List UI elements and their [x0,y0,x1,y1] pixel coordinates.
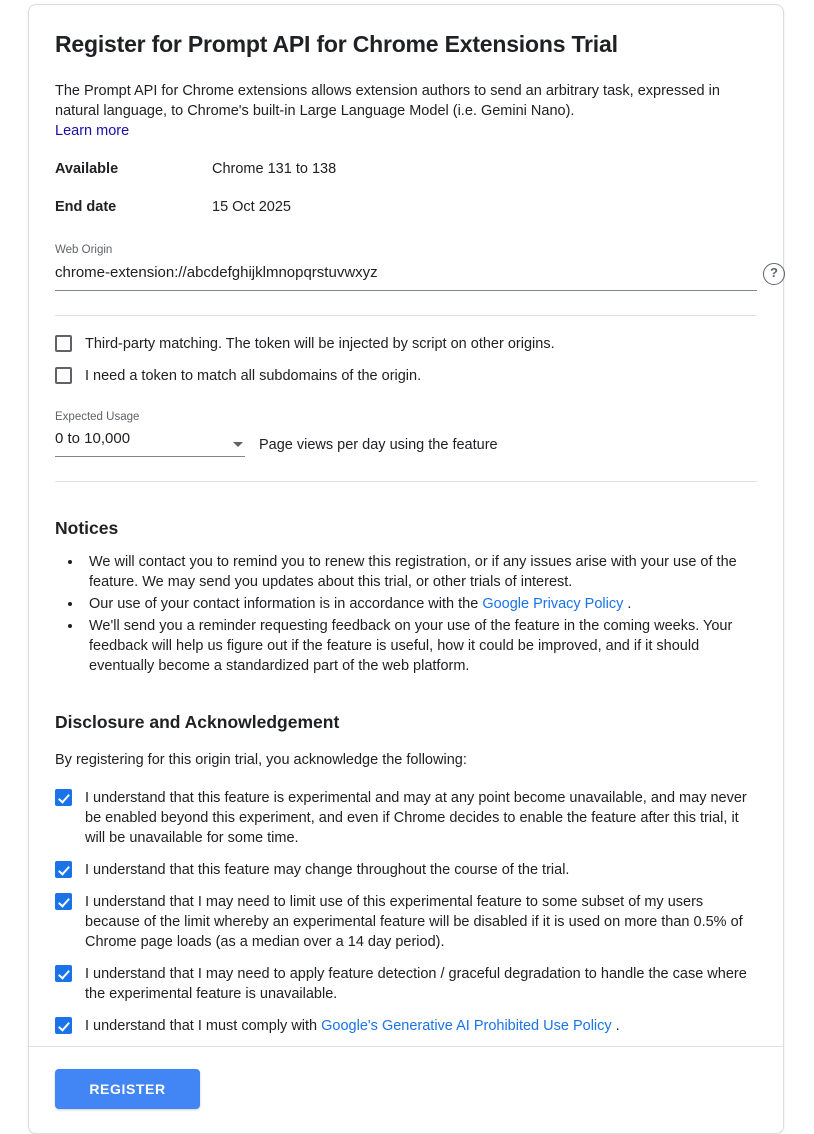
learn-more-link[interactable]: Learn more [55,123,130,139]
third-party-matching-checkbox[interactable] [55,335,72,352]
ack-row-feature-detection[interactable] [55,964,757,1004]
meta-value-end-date: 15 Oct 2025 [212,199,291,215]
list-item [83,594,757,614]
divider-notices [55,481,757,482]
ack-usage-limit-checkbox[interactable] [55,893,72,910]
subdomain-token-label: I need a token to match all subdomains of the origin. [85,368,422,384]
disclosure-intro: By registering for this origin trial, you acknowledge the following: [55,752,467,768]
intro-paragraph [55,81,757,141]
page-title: Register for Prompt API for Chrome Extensions Trial [55,31,618,57]
ack-row-experimental[interactable] [55,788,757,848]
meta-label-available: Available [55,161,119,177]
expected-usage-field[interactable] [55,410,245,457]
ack-prohibited-use-tail: . [611,1018,620,1034]
checkbox-row-third-party[interactable] [55,334,757,354]
expected-usage-row [55,410,757,457]
notice-text: Our use of your contact information is in accordance with the [89,596,483,612]
ack-experimental-checkbox[interactable] [55,789,72,806]
ack-experimental-label: I understand that this feature is experimental and may at any point become unavailable, and may never be enabled beyond this experiment, and even if Chrome decides to enable the feature after this trial, it will be unavailable for some time. [85,790,747,846]
google-privacy-policy-link[interactable]: Google Privacy Policy [482,596,624,612]
chevron-down-icon[interactable] [233,442,243,447]
ack-prohibited-use-label [85,1016,620,1036]
ack-row-usage-limit[interactable] [55,892,757,952]
divider-top [55,315,757,316]
registration-card [28,4,784,1134]
meta-value-available: Chrome 131 to 138 [212,161,337,177]
disclosure-heading: Disclosure and Acknowledgement [55,712,340,732]
card-body [29,5,783,1046]
expected-usage-hint: Page views per day using the feature [259,437,498,453]
intro-text: The Prompt API for Chrome extensions allows extension authors to send an arbitrary task, expressed in natural language, to Chrome's built-in Large Language Model (i.e. Gemini Nano). [55,83,720,119]
web-origin-input[interactable] [55,257,757,291]
help-icon[interactable]: ? [763,263,785,285]
list-item [83,616,757,676]
generative-ai-prohibited-use-policy-link[interactable]: Google's Generative AI Prohibited Use Policy [321,1018,612,1034]
register-button[interactable]: REGISTER [55,1069,200,1109]
meta-row-available [55,159,757,179]
ack-may-change-label: I understand that this feature may change throughout the course of the trial. [85,862,570,878]
third-party-matching-label: Third-party matching. The token will be injected by script on other origins. [85,336,555,352]
expected-usage-value[interactable]: 0 to 10,000 [55,424,245,457]
checkbox-row-subdomains[interactable] [55,366,757,386]
ack-feature-detection-label: I understand that I may need to apply feature detection / graceful degradation to handle the case where the experimental feature is unavailable. [85,966,747,1002]
expected-usage-label: Expected Usage [55,411,140,423]
meta-label-end-date: End date [55,199,117,215]
notices-heading: Notices [55,518,119,538]
meta-row-end-date [55,197,757,217]
ack-row-prohibited-use[interactable] [55,1016,757,1036]
ack-may-change-checkbox[interactable] [55,861,72,878]
notice-tail: . [623,596,632,612]
notice-text: We will contact you to remind you to renew this registration, or if any issues arise with your use of the feature. We may send you updates about this trial, or other trials of interest. [89,554,737,590]
ack-row-may-change[interactable] [55,860,757,880]
ack-usage-limit-label: I understand that I may need to limit use of this experimental feature to some subset of my users because of the limit whereby an experimental feature will be disabled if it is used on more than 0.5% of Chrome page loads (as a median over a 14 day period). [85,894,743,950]
ack-prohibited-use-text: I understand that I must comply with [85,1018,322,1034]
notice-text: We'll send you a reminder requesting feedback on your use of the feature in the coming weeks. Your feedback will help us figure out if the feature is useful, how it could be improved, and if it should eventually become a standardized part of the web platform. [89,618,733,674]
card-footer [29,1046,783,1133]
list-item [83,552,757,592]
subdomain-token-checkbox[interactable] [55,367,72,384]
web-origin-field [55,243,778,291]
ack-prohibited-use-checkbox[interactable] [55,1017,72,1034]
web-origin-label: Web Origin [55,244,113,256]
notices-list [55,552,757,676]
ack-feature-detection-checkbox[interactable] [55,965,72,982]
